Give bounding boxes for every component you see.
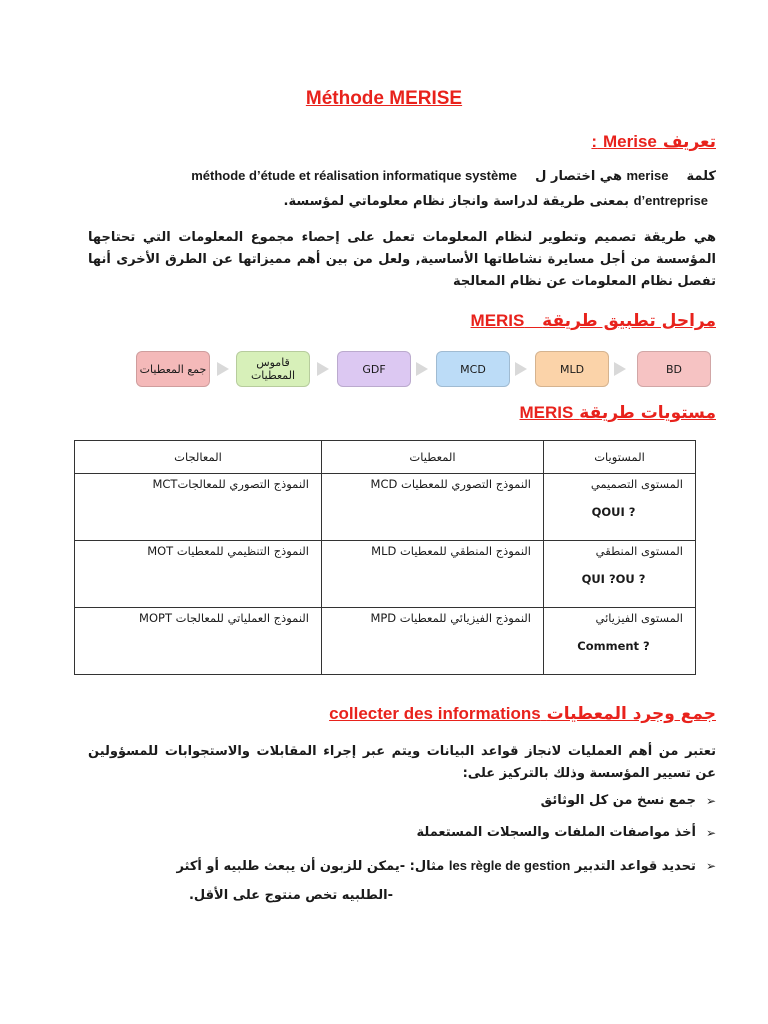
stage-arrow-4	[515, 362, 527, 376]
data-cell: النموذج الفيزيائي للمعطيات MPD	[322, 608, 544, 675]
definition-meaning-ar: بمعنى طريقة لدراسة وانجاز نظام معلوماتي لمؤسسة.	[283, 194, 630, 209]
levels-heading-en: MERIS	[519, 403, 574, 422]
stage-box-gdf	[337, 351, 411, 387]
rules-ar: تحديد قواعد التدبير	[574, 859, 696, 874]
level-name: المستوى الفيزيائي	[595, 611, 683, 625]
stage-arrow-3	[416, 362, 428, 376]
bullet-text: أخذ مواصفات الملفات والسجلات المستعملة	[416, 825, 696, 840]
stage-box-mld	[535, 351, 609, 387]
levels-heading	[520, 403, 716, 423]
levels-header-row	[75, 441, 696, 474]
stage-arrow-1	[217, 362, 229, 376]
table-row	[75, 608, 696, 675]
collect-heading	[329, 704, 716, 724]
stage-box-dictionary-label: قاموس المعطيات	[250, 356, 296, 382]
stage-box-mcd	[436, 351, 510, 387]
stage-box-gdf-label: GDF	[362, 362, 386, 376]
stage-box-collect-label: جمع المعطيات	[139, 362, 207, 376]
level-question: QOUI ?	[591, 505, 636, 519]
definition-heading	[591, 132, 716, 152]
stage-box-collect	[136, 351, 210, 387]
bullet-arrow-icon: ➢	[705, 859, 716, 873]
rules-example: مثال: -يمكن للزبون أن يبعث طلبيه أو أكثر	[176, 859, 445, 874]
stages-heading	[471, 311, 716, 331]
data-cell: النموذج المنطقي للمعطيات MLD	[322, 541, 544, 608]
stage-box-bd-label: BD	[665, 362, 683, 376]
level-name: المستوى المنطقي	[595, 544, 683, 558]
level-name: المستوى التصميمي	[590, 477, 683, 491]
treatment-cell: النموذج التصوري للمعالجاتMCT	[75, 474, 322, 541]
header-treatments: المعالجات	[75, 441, 322, 474]
definition-heading-colon: :	[591, 132, 598, 151]
bullet-item	[541, 793, 716, 808]
definition-paragraph: هي طريقة تصميم وتطوير لنظام المعلومات تعمل على إحصاء مجموع المعلومات التي تحتاجها المؤسسة من أجل مسايرة نشاطاتها الأساسية, ولعل من بين أهم مميزاتها عن الطرق الأخرى أنها تفصل نظام المعلومات عن نظام المعالجة	[88, 230, 716, 289]
level-question: Comment ?	[577, 639, 650, 653]
bullet-arrow-icon: ➢	[705, 825, 716, 840]
treatment-cell: النموذج التنظيمي للمعطيات MOT	[75, 541, 322, 608]
treatment-cell: النموذج العملياتي للمعالجات MOPT	[75, 608, 322, 675]
stage-arrow-2	[317, 362, 329, 376]
definition-entreprise: d’entreprise	[633, 193, 708, 208]
header-levels: المستويات	[544, 441, 696, 474]
header-data: المعطيات	[322, 441, 544, 474]
stage-box-mcd-label: MCD	[460, 362, 486, 376]
levels-table	[74, 440, 696, 675]
level-cell	[544, 541, 696, 608]
stages-heading-en: MERIS	[470, 311, 525, 330]
bullet-item	[417, 825, 716, 840]
level-question: QUI ?OU ?	[581, 572, 646, 586]
level-cell	[544, 474, 696, 541]
levels-heading-ar: مستويات طريقة	[579, 403, 716, 423]
definition-line-1	[191, 168, 716, 184]
stage-box-mld-label: MLD	[559, 362, 585, 376]
definition-word-ar: كلمة	[686, 169, 716, 184]
bullet-arrow-icon: ➢	[705, 793, 716, 808]
bullet-text	[176, 858, 695, 874]
definition-method-en: méthode d’étude et réalisation informatique système	[191, 168, 518, 183]
stage-box-bd	[637, 351, 711, 387]
data-cell: النموذج التصوري للمعطيات MCD	[322, 474, 544, 541]
definition-heading-en: Merise	[603, 132, 657, 151]
bullet-item	[176, 858, 716, 874]
bullet-text: جمع نسخ من كل الوثائق	[540, 793, 696, 808]
collect-paragraph: تعتبر من أهم العمليات لانجاز قواعد البيانات ويتم عبر إجراء المقابلات والاستجوابات للمسؤولين عن تسيير المؤسسة وذلك بالتركيز على:	[88, 744, 716, 781]
definition-heading-ar: تعريف	[662, 132, 716, 152]
table-row	[75, 474, 696, 541]
definition-merise: merise	[626, 168, 669, 183]
stage-box-dictionary	[236, 351, 310, 387]
definition-line-2	[284, 193, 708, 209]
bullet-continuation: -الطلبيه تخص منتوج على الأقل.	[188, 888, 393, 903]
collect-heading-en: collecter des informations	[329, 704, 541, 723]
level-cell	[544, 608, 696, 675]
stages-heading-ar: مراحل تطبيق طريقة	[542, 311, 716, 331]
rules-en: les règle de gestion	[448, 858, 571, 873]
definition-abbrev-ar: هي اختصار ل	[535, 169, 622, 184]
collect-heading-ar: جمع وجرد المعطيات	[546, 704, 716, 724]
page-title: Méthode MERISE	[305, 88, 463, 109]
stage-arrow-5	[614, 362, 626, 376]
table-row	[75, 541, 696, 608]
